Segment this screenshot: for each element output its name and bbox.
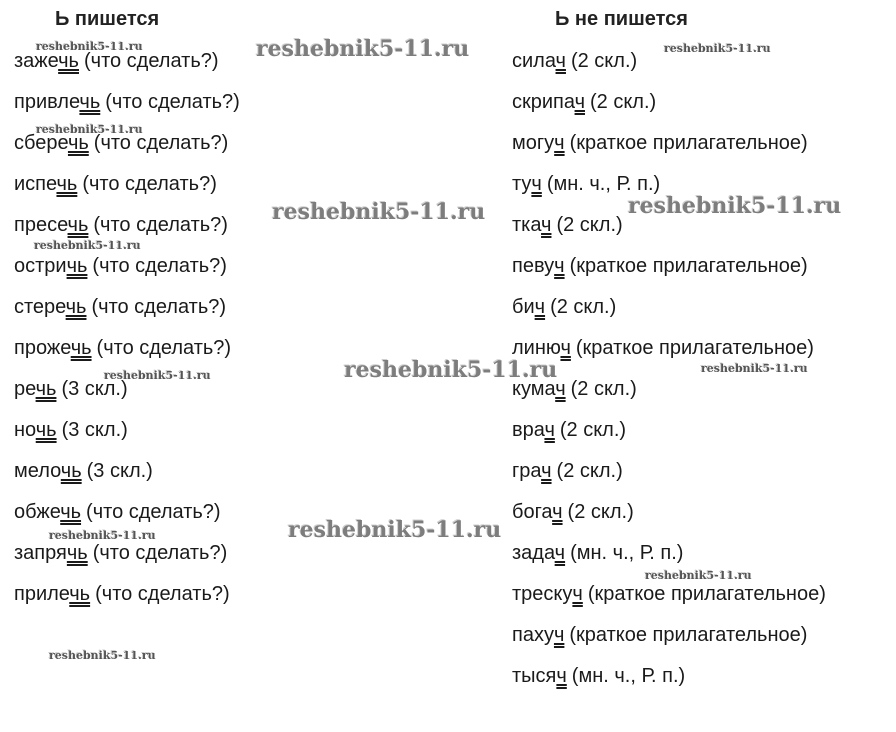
word-stem: ре — [14, 378, 36, 400]
grammar-note: (3 скл.) — [61, 378, 128, 400]
watermark: reshebnik5-11.ru — [628, 193, 842, 219]
word-stem: бога — [512, 501, 553, 523]
word-stem: кума — [512, 378, 556, 400]
watermark: reshebnik5-11.ru — [104, 369, 211, 382]
grammar-note: (3 скл.) — [61, 419, 128, 441]
word-item — [512, 457, 826, 498]
word-ending: чь — [66, 542, 88, 564]
word-ending: ч — [531, 173, 542, 195]
word-stem: но — [14, 419, 36, 441]
word-stem: би — [512, 296, 535, 318]
grammar-note: (что сделать?) — [83, 50, 219, 72]
column-heading-soft-sign: Ь пишется — [55, 8, 160, 30]
watermark: reshebnik5-11.ru — [288, 517, 502, 543]
word-ending: чь — [35, 378, 57, 400]
grammar-note: (краткое прилагательное) — [587, 583, 826, 605]
word-item — [14, 47, 240, 88]
watermark: reshebnik5-11.ru — [344, 357, 558, 383]
watermark: reshebnik5-11.ru — [664, 42, 771, 55]
grammar-note: (мн. ч., Р. п.) — [546, 173, 661, 195]
grammar-note: (что сделать?) — [91, 296, 227, 318]
word-ending: чь — [67, 214, 89, 236]
word-ending: ч — [560, 337, 571, 359]
word-ending: ч — [541, 214, 552, 236]
grammar-note: (3 скл.) — [86, 460, 153, 482]
word-stem: приле — [14, 583, 70, 605]
word-item — [14, 252, 240, 293]
grammar-note: (2 скл.) — [559, 419, 627, 441]
word-stem: испе — [14, 173, 57, 195]
word-item — [512, 621, 826, 662]
watermark: reshebnik5-11.ru — [49, 649, 156, 662]
watermark: reshebnik5-11.ru — [701, 362, 808, 375]
grammar-note: (2 скл.) — [589, 91, 657, 113]
word-ending: чь — [56, 173, 78, 195]
word-item — [512, 662, 826, 703]
word-ending: ч — [554, 132, 565, 154]
word-stem: привле — [14, 91, 80, 113]
word-ending: чь — [60, 460, 82, 482]
word-stem: пресе — [14, 214, 68, 236]
word-ending: чь — [58, 50, 79, 72]
watermark: reshebnik5-11.ru — [36, 123, 143, 136]
word-stem: сила — [512, 50, 556, 72]
grammar-note: (краткое прилагательное) — [569, 132, 808, 154]
word-ending: чь — [79, 91, 101, 113]
word-stem: певу — [512, 255, 555, 277]
word-item — [512, 293, 826, 334]
word-stem: ту — [512, 173, 532, 195]
word-ending: чь — [69, 583, 91, 605]
watermark: reshebnik5-11.ru — [49, 529, 156, 542]
grammar-note: (краткое прилагательное) — [569, 255, 808, 277]
word-stem: тка — [512, 214, 542, 236]
word-item — [512, 252, 826, 293]
grammar-note: (что сделать?) — [93, 214, 228, 236]
grammar-note: (что сделать?) — [82, 173, 217, 195]
word-item — [14, 539, 240, 580]
word-stem: паху — [512, 624, 554, 646]
grammar-note: (2 скл.) — [567, 501, 634, 523]
word-stem: вра — [512, 419, 545, 441]
word-item — [512, 498, 826, 539]
grammar-note: (что сделать?) — [93, 132, 229, 154]
word-stem: запря — [14, 542, 67, 564]
grammar-note: (2 скл.) — [570, 378, 637, 400]
grammar-note: (2 скл.) — [550, 296, 617, 318]
word-ending: чь — [66, 255, 88, 277]
watermark: reshebnik5-11.ru — [272, 199, 486, 225]
word-ending: ч — [552, 501, 563, 523]
grammar-note: (что сделать?) — [96, 337, 232, 359]
grammar-note: (что сделать?) — [95, 583, 230, 605]
word-ending: ч — [555, 50, 566, 72]
watermark: reshebnik5-11.ru — [256, 36, 470, 62]
word-ending: ч — [553, 624, 565, 646]
word-ending: ч — [554, 255, 565, 277]
word-stem: заже — [14, 50, 59, 72]
word-ending: ч — [556, 665, 567, 687]
word-stem: мело — [14, 460, 61, 482]
word-stem: зада — [512, 542, 555, 564]
word-stem: стере — [14, 296, 66, 318]
grammar-note: (2 скл.) — [556, 214, 623, 236]
no-soft-sign-word-list — [512, 47, 826, 703]
word-stem: треску — [512, 583, 573, 605]
word-item — [14, 170, 240, 211]
grammar-note: (2 скл.) — [556, 460, 623, 482]
word-item — [14, 416, 240, 457]
column-heading-no-soft-sign: Ь не пишется — [555, 8, 688, 30]
watermark: reshebnik5-11.ru — [645, 569, 752, 582]
grammar-note: (что сделать?) — [86, 501, 221, 523]
word-stem: сбере — [14, 132, 68, 154]
word-stem: линю — [512, 337, 561, 359]
word-stem: остри — [14, 255, 67, 277]
word-item — [512, 88, 826, 129]
word-item — [14, 293, 240, 334]
word-stem: гра — [512, 460, 542, 482]
word-item — [512, 129, 826, 170]
word-item — [512, 580, 826, 621]
word-ending: чь — [65, 296, 87, 318]
word-ending: ч — [572, 583, 583, 605]
word-stem: тыся — [512, 665, 557, 687]
grammar-note: (что сделать?) — [92, 255, 227, 277]
grammar-note: (мн. ч., Р. п.) — [570, 542, 684, 564]
watermark: reshebnik5-11.ru — [34, 239, 141, 252]
word-ending: ч — [555, 378, 566, 400]
word-stem: скрипа — [512, 91, 575, 113]
word-ending: ч — [544, 419, 555, 441]
word-ending: ч — [541, 460, 552, 482]
grammar-note: (мн. ч., Р. п.) — [571, 665, 686, 687]
grammar-note: (что сделать?) — [92, 542, 228, 564]
grammar-note: (что сделать?) — [105, 91, 240, 113]
word-ending: ч — [574, 91, 585, 113]
grammar-note: (2 скл.) — [570, 50, 638, 72]
word-stem: обже — [14, 501, 61, 523]
word-ending: ч — [534, 296, 546, 318]
word-ending: чь — [67, 132, 89, 154]
word-item — [512, 416, 826, 457]
grammar-note: (краткое прилагательное) — [569, 624, 808, 646]
word-item — [512, 375, 826, 416]
word-stem: проже — [14, 337, 71, 359]
word-ending: чь — [35, 419, 57, 441]
word-ending: ч — [554, 542, 566, 564]
grammar-note: (краткое прилагательное) — [575, 337, 814, 359]
watermark: reshebnik5-11.ru — [36, 40, 143, 53]
word-ending: чь — [70, 337, 92, 359]
word-item — [14, 580, 240, 621]
word-item — [14, 457, 240, 498]
word-stem: могу — [512, 132, 555, 154]
word-ending: чь — [60, 501, 82, 523]
